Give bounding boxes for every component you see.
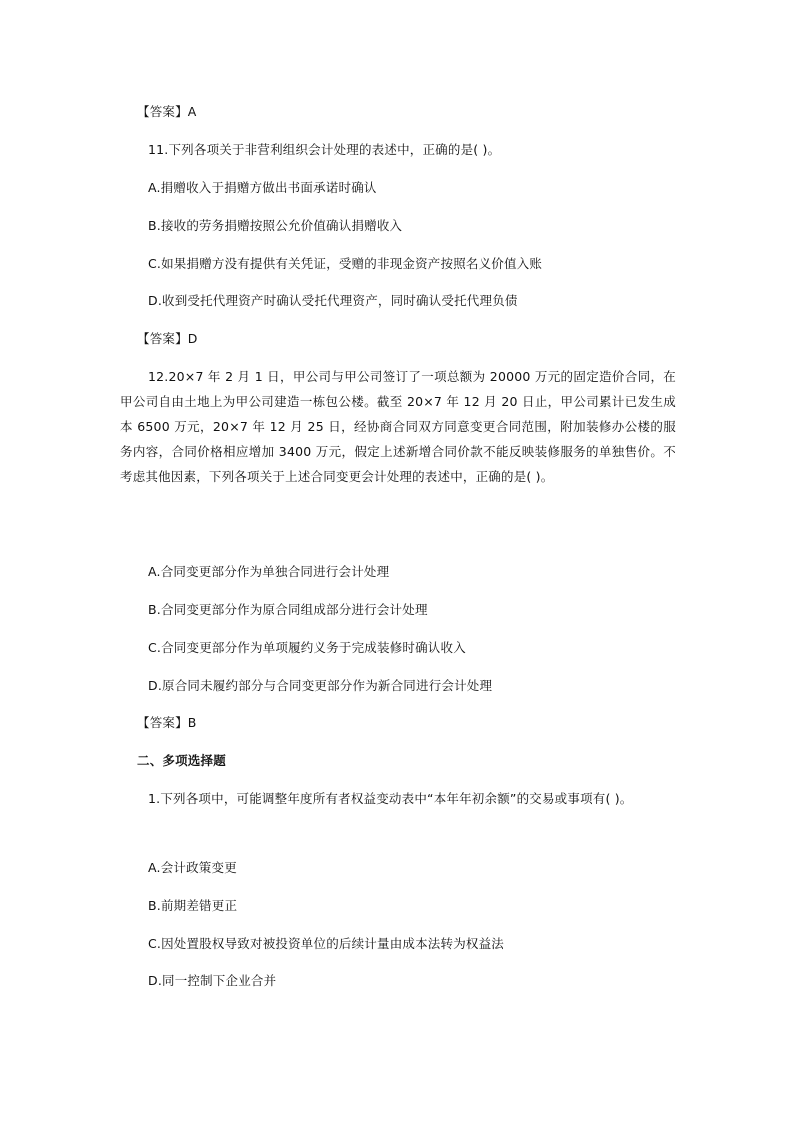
q11-option-c: C.如果捐赠方没有提供有关凭证，受赠的非现金资产按照名义价值入账 (148, 256, 543, 271)
mq1-option-a: A.会计政策变更 (148, 860, 237, 875)
mq1-stem: 1.下列各项中，可能调整年度所有者权益变动表中“本年年初余额”的交易或事项有( )。 (148, 791, 633, 806)
q12-option-d: D.原合同未履约部分与合同变更部分作为新合同进行会计处理 (148, 678, 493, 693)
q12-answer: 【答案】B (137, 715, 197, 730)
q11-answer: 【答案】D (137, 331, 198, 346)
q11-stem: 11.下列各项关于非营利组织会计处理的表述中，正确的是( )。 (148, 142, 501, 157)
mq1-option-b: B.前期差错更正 (148, 898, 238, 913)
mq1-option-d: D.同一控制下企业合并 (148, 973, 277, 988)
answer-10: 【答案】A (137, 104, 197, 119)
mq1-option-c: C.因处置股权导致对被投资单位的后续计量由成本法转为权益法 (148, 936, 505, 951)
q12-option-a: A.合同变更部分作为单独合同进行会计处理 (148, 564, 390, 579)
q12-stem: 12.20×7 年 2 月 1 日，甲公司与甲公司签订了一项总额为 20000 万元的固定造价合同，在甲公司自由土地上为甲公司建造一栋包公楼。截至 20×7 年 12 月 20 日止，甲公司累计已发生成本 6500 万元，20×7 年 12 月 25 日，经协商合同双方同意变更合同范围，附加装修办公楼的服务内容，合同价格相应增加 3400 万元，假定上述新增合同价款不能反映装修服务的单独售价。不考虑其他因素，下列各项关于上述合同变更会计处理的表述中，正确的是( )。 (120, 369, 676, 484)
q11-option-a: A.捐赠收入于捐赠方做出书面承诺时确认 (148, 180, 377, 195)
q11-option-b: B.接收的劳务捐赠按照公允价值确认捐赠收入 (148, 218, 403, 233)
q12-option-c: C.合同变更部分作为单项履约义务于完成装修时确认收入 (148, 640, 466, 655)
q11-option-d: D.收到受托代理资产时确认受托代理资产，同时确认受托代理负债 (148, 293, 518, 308)
section-heading: 二、多项选择题 (137, 753, 226, 768)
q12-option-b: B.合同变更部分作为原合同组成部分进行会计处理 (148, 602, 428, 617)
